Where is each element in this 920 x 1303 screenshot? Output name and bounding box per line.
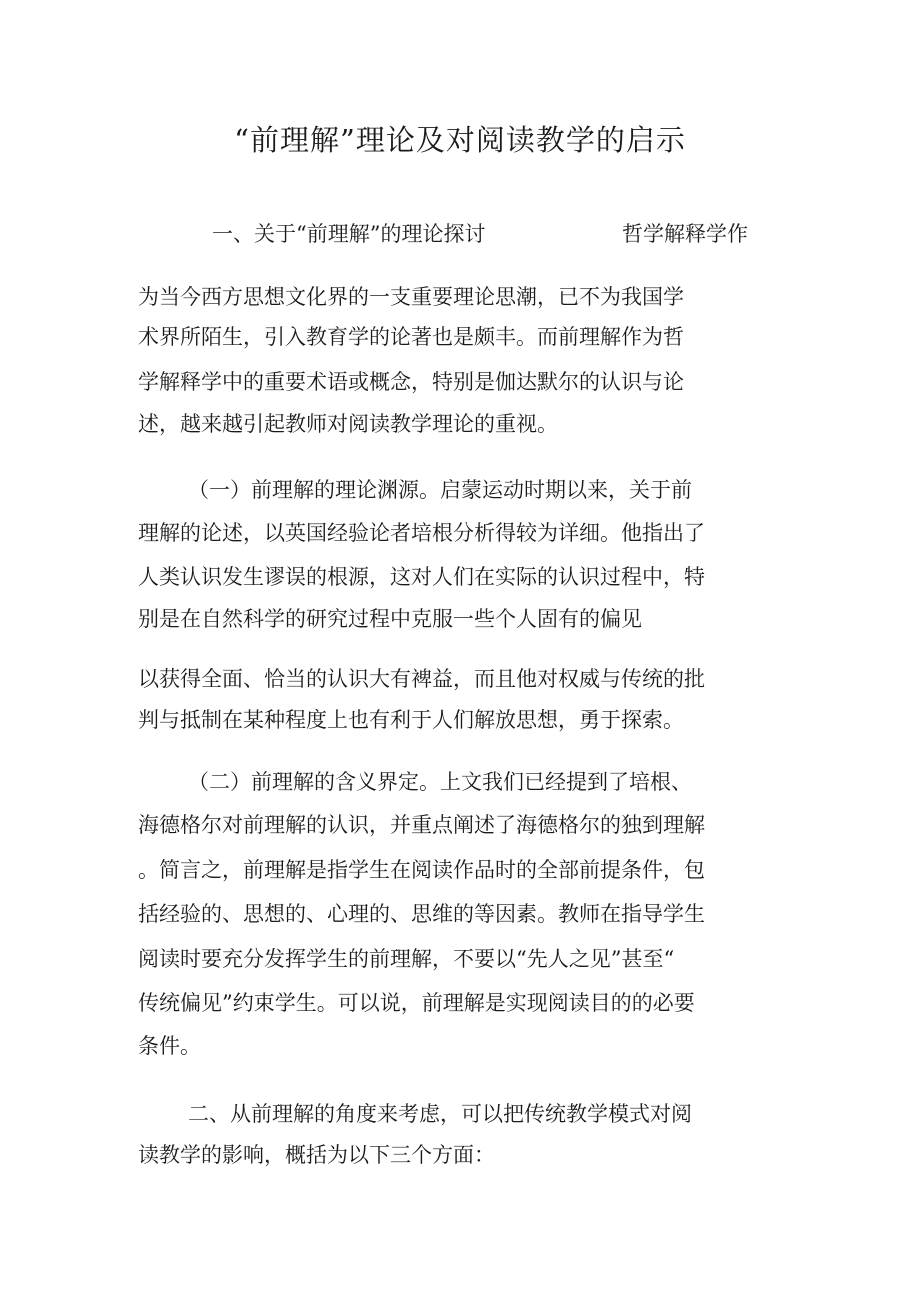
paragraph-line: 二、从前理解的角度来考虑，可以把传统教学模式对阅 (188, 1102, 692, 1126)
section1-heading-tail: 哲学解释学作 (622, 222, 748, 246)
document-title: “前理解”理论及对阅读教学的启示 (234, 123, 686, 157)
paragraph-line: 理解的论述，以英国经验论者培根分析得较为详细。他指出了 (138, 521, 705, 545)
paragraph-line: 海德格尔对前理解的认识，并重点阐述了海德格尔的独到理解 (138, 813, 705, 837)
paragraph-line: 括经验的、思想的、心理的、思维的等因素。教师在指导学生 (138, 902, 705, 926)
paragraph-line: 传统偏见”约束学生。可以说，前理解是实现阅读目的的必要 (138, 991, 695, 1015)
paragraph-line: （一）前理解的理论渊源。启蒙运动时期以来，关于前 (188, 478, 692, 502)
paragraph-line: 术界所陌生，引入教育学的论著也是颇丰。而前理解作为哲 (138, 325, 684, 349)
paragraph-line: 判与抵制在某种程度上也有利于人们解放思想，勇于探索。 (138, 708, 684, 732)
paragraph-line: 人类认识发生谬误的根源，这对人们在实际的认识过程中，特 (138, 565, 705, 589)
paragraph-line: 以获得全面、恰当的认识大有裨益，而且他对权威与传统的批 (138, 667, 705, 691)
paragraph-line: 阅读时要充分发挥学生的前理解，不要以“先人之见”甚至“ (138, 947, 675, 971)
paragraph-line: 。简言之，前理解是指学生在阅读作品时的全部前提条件，包 (138, 858, 705, 882)
paragraph-line: 读教学的影响，概括为以下三个方面： (138, 1143, 495, 1167)
section1-heading: 一、关于“前理解”的理论探讨 (212, 222, 486, 246)
paragraph-line: 学解释学中的重要术语或概念，特别是伽达默尔的认识与论 (138, 370, 684, 394)
paragraph-line: 条件。 (138, 1034, 201, 1058)
paragraph-line: （二）前理解的含义界定。上文我们已经提到了培根、 (188, 770, 692, 794)
paragraph-line: 别是在自然科学的研究过程中克服一些个人固有的偏见 (138, 607, 642, 631)
paragraph-line: 述，越来越引起教师对阅读教学理论的重视。 (138, 412, 558, 436)
paragraph-line: 为当今西方思想文化界的一支重要理论思潮，已不为我国学 (138, 285, 684, 309)
